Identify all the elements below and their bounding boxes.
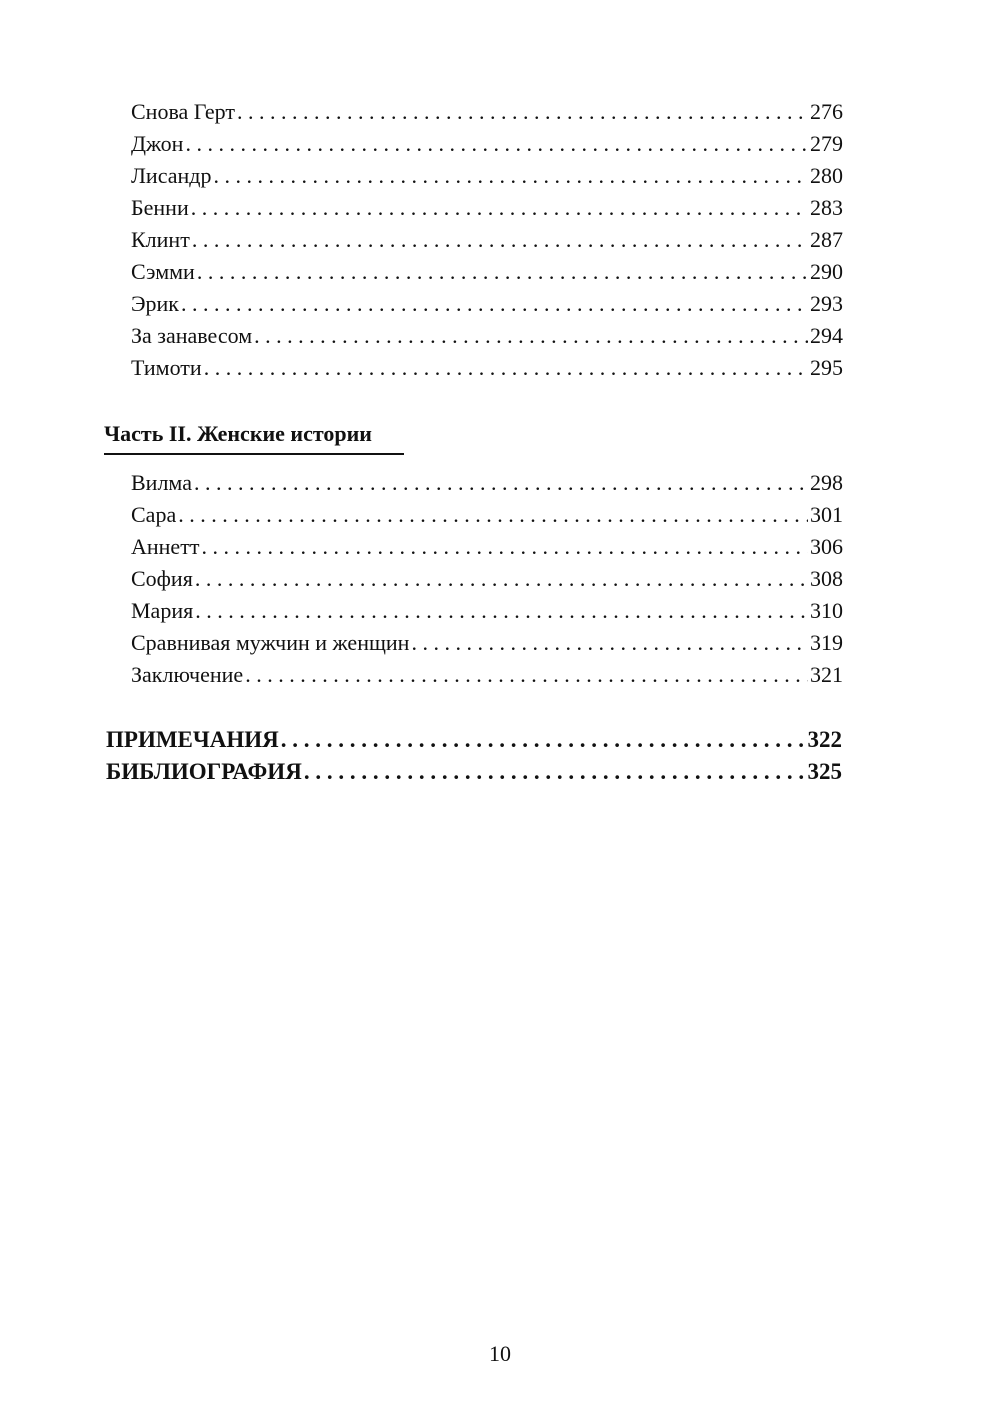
toc-entry-page: 295 — [810, 355, 843, 380]
dot-leader — [237, 96, 808, 128]
dot-leader — [254, 320, 808, 352]
dot-leader — [195, 595, 808, 627]
toc-entry-page: 319 — [810, 630, 843, 655]
toc-entry-page: 308 — [810, 566, 843, 591]
toc-entry[interactable] — [131, 96, 843, 128]
dot-leader — [204, 352, 808, 384]
dot-leader — [281, 724, 806, 756]
toc-entry[interactable] — [131, 128, 843, 160]
toc-entry-page: 321 — [810, 662, 843, 687]
toc-entry[interactable] — [131, 627, 843, 659]
toc-entry-title: София — [131, 566, 193, 591]
toc-entry-page: 283 — [810, 195, 843, 220]
toc-major-entry[interactable] — [106, 756, 842, 788]
toc-entry-title: За занавесом — [131, 323, 253, 348]
toc-entry[interactable] — [131, 224, 843, 256]
toc-entry-page: 322 — [807, 727, 842, 752]
toc-entry-page: 293 — [810, 291, 843, 316]
toc-entry[interactable] — [131, 192, 843, 224]
toc-entry[interactable] — [131, 320, 843, 352]
dot-leader — [201, 531, 808, 563]
dot-leader — [197, 256, 808, 288]
toc-entry-title: Клинт — [131, 227, 190, 252]
toc-entry[interactable] — [131, 288, 843, 320]
toc-entry-title: Заключение — [131, 662, 244, 687]
toc-entry[interactable] — [131, 160, 843, 192]
toc-entry-title: Аннетт — [131, 534, 200, 559]
toc-entry-page: 310 — [810, 598, 843, 623]
toc-entry-title: Тимоти — [131, 355, 202, 380]
toc-entry-title: БИБЛИОГРАФИЯ — [106, 759, 302, 784]
toc-entry-title: Бенни — [131, 195, 189, 220]
toc-entry-page: 298 — [810, 470, 843, 495]
toc-entry-title: Лисандр — [131, 163, 212, 188]
dot-leader — [213, 160, 808, 192]
toc-entry[interactable] — [131, 256, 843, 288]
toc-entry-page: 294 — [810, 323, 843, 348]
toc-entry-title: Мария — [131, 598, 194, 623]
toc-entry-title: Сара — [131, 502, 177, 527]
dot-leader — [178, 499, 808, 531]
toc-entry-page: 290 — [810, 259, 843, 284]
toc-entry-title: Сравнивая мужчин и женщин — [131, 630, 410, 655]
toc-entry-page: 276 — [810, 99, 843, 124]
toc-entry-page: 301 — [810, 502, 843, 527]
toc-entry-title: Снова Герт — [131, 99, 235, 124]
toc-entry-title: ПРИМЕЧАНИЯ — [106, 727, 279, 752]
dot-leader — [195, 563, 808, 595]
dot-leader — [304, 756, 806, 788]
toc-entry-title: Эрик — [131, 291, 179, 316]
toc-entry-page: 279 — [810, 131, 843, 156]
dot-leader — [194, 467, 808, 499]
page-number: 10 — [489, 1341, 511, 1366]
toc-major-entry[interactable] — [106, 724, 842, 756]
toc-entry[interactable] — [131, 352, 843, 384]
section-heading-part2[interactable]: Часть II. Женские истории — [104, 421, 372, 446]
toc-entry[interactable] — [131, 595, 843, 627]
dot-leader — [192, 224, 808, 256]
toc-entry-title: Джон — [131, 131, 184, 156]
toc-entry[interactable] — [131, 499, 843, 531]
dot-leader — [185, 128, 808, 160]
heading-underline — [104, 453, 404, 455]
dot-leader — [245, 659, 808, 691]
toc-entry[interactable] — [131, 531, 843, 563]
toc-entry-title: Вилма — [131, 470, 192, 495]
toc-entry-page: 306 — [810, 534, 843, 559]
dot-leader — [181, 288, 808, 320]
dot-leader — [411, 627, 808, 659]
toc-entry-title: Сэмми — [131, 259, 195, 284]
dot-leader — [191, 192, 808, 224]
toc-entry-page: 287 — [810, 227, 843, 252]
toc-entry-page: 325 — [807, 759, 842, 784]
toc-entry[interactable] — [131, 563, 843, 595]
toc-entry-page: 280 — [810, 163, 843, 188]
toc-entry[interactable] — [131, 467, 843, 499]
toc-entry[interactable] — [131, 659, 843, 691]
